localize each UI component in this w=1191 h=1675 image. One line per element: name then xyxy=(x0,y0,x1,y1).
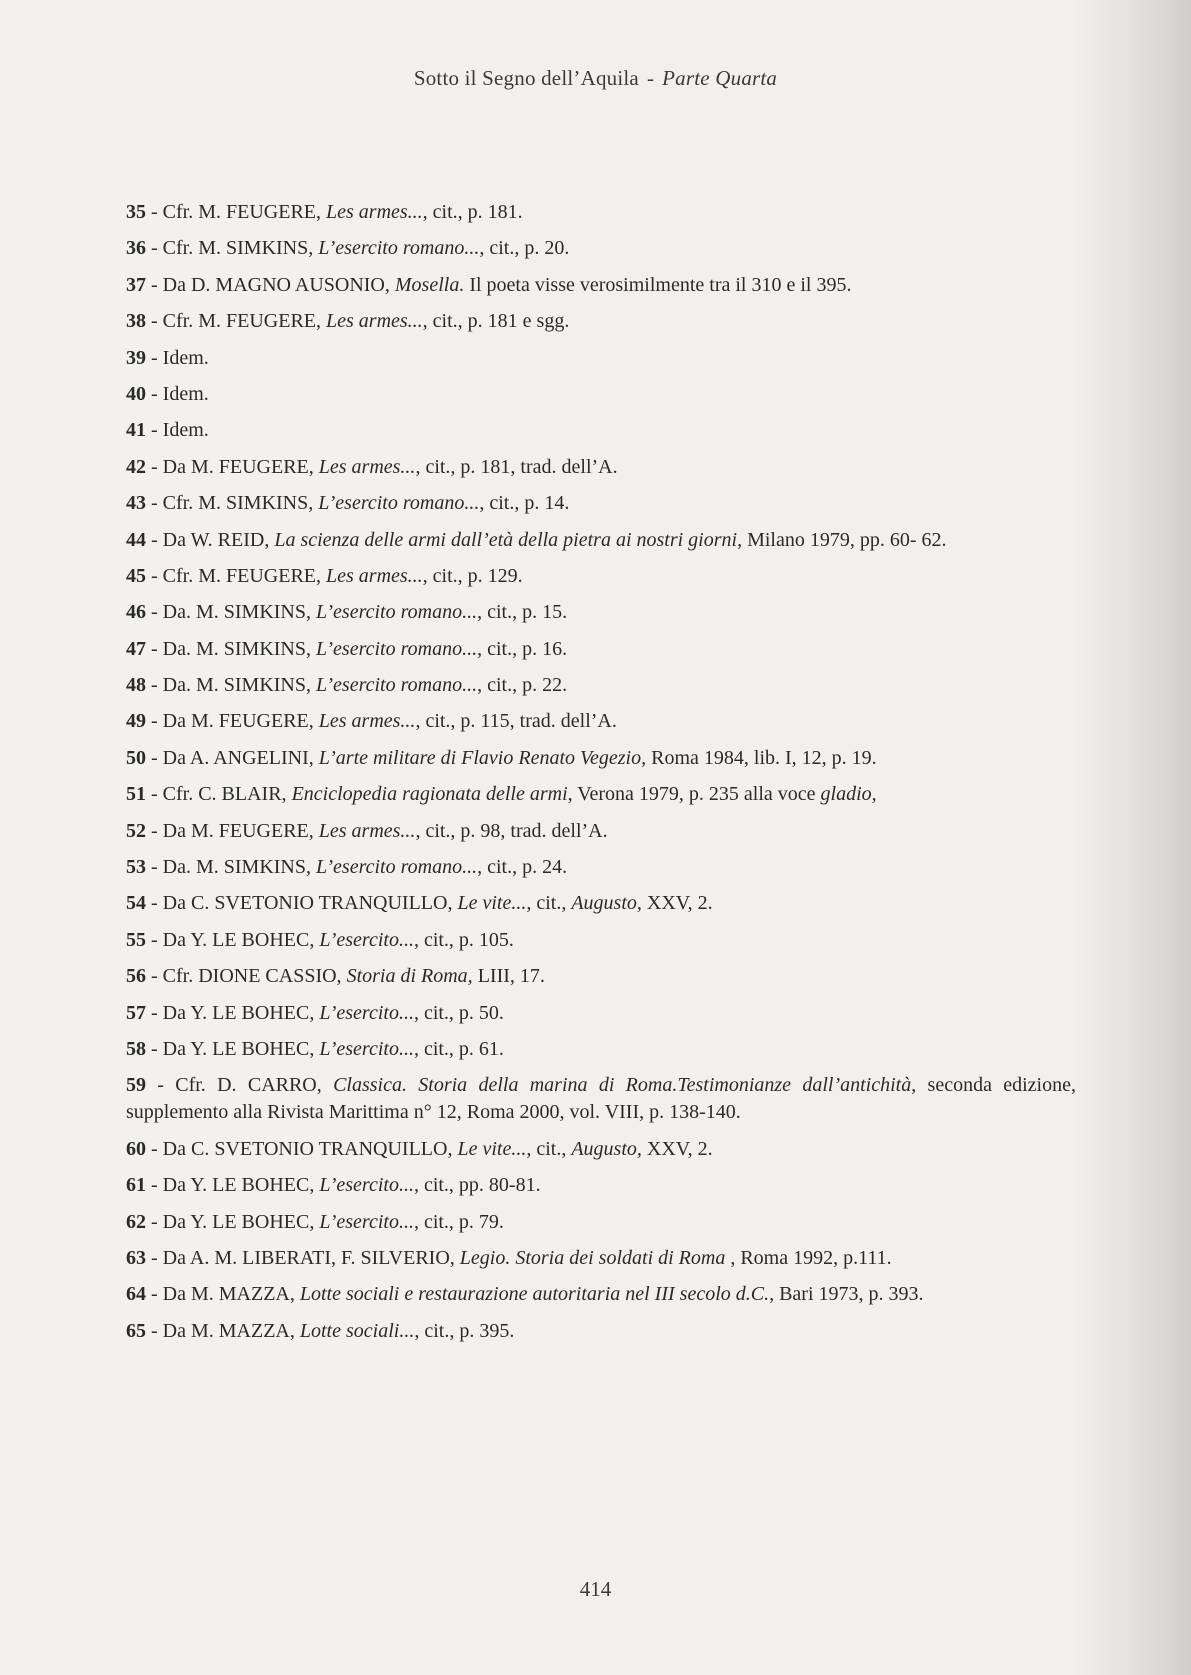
endnote-italic-text: Les armes... xyxy=(318,455,416,478)
endnote-italic-text: L’esercito romano... xyxy=(316,601,478,624)
endnote-italic-text: Les armes... xyxy=(318,819,416,842)
endnote-text: , cit., p. 24. xyxy=(477,856,568,879)
endnote-italic-text: L’esercito... xyxy=(319,1001,414,1024)
endnote-text: , cit., p. 22. xyxy=(477,674,568,697)
endnote-italic-text: Lotte sociali e restaurazione autoritaria nel III secolo d.C. xyxy=(299,1283,770,1306)
header-part: Parte Quarta xyxy=(662,66,778,90)
endnote-41 xyxy=(126,417,1076,444)
endnote-text: , cit., p. 15. xyxy=(477,601,568,624)
endnote-number: 45 xyxy=(126,564,146,587)
endnote-italic-text: Legio. Storia dei soldati di Roma xyxy=(459,1246,726,1269)
endnote-number: 56 xyxy=(126,965,146,988)
endnote-49 xyxy=(126,708,1076,735)
endnote-text: , cit., p. 20. xyxy=(479,237,570,260)
endnote-italic-text: L’esercito romano... xyxy=(316,856,478,879)
endnote-italic-text: L’arte militare di Flavio Renato Vegezio, xyxy=(318,746,647,769)
endnote-text: LIII, 17. xyxy=(472,965,545,988)
endnote-italic-text: L’esercito romano... xyxy=(318,492,480,515)
endnote-text: , cit., p. 181, trad. dell’A. xyxy=(415,455,618,478)
endnote-number: 55 xyxy=(126,928,146,951)
endnote-text: , cit., p. 14. xyxy=(479,492,570,515)
page-number: 414 xyxy=(579,1577,612,1601)
endnote-text: - Da Y. LE BOHEC, xyxy=(146,1210,320,1233)
endnote-number: 59 xyxy=(126,1074,146,1097)
endnote-number: 62 xyxy=(126,1210,146,1233)
endnote-number: 54 xyxy=(126,892,146,915)
endnote-text: - Da M. FEUGERE, xyxy=(146,710,319,733)
endnote-number: 44 xyxy=(126,528,146,551)
endnote-italic-text: Le vite... xyxy=(457,892,527,915)
endnote-text: , cit., xyxy=(526,1137,572,1160)
endnote-text: - Cfr. DIONE CASSIO, xyxy=(146,965,347,988)
endnote-38 xyxy=(126,308,1076,335)
endnote-text: - Cfr. M. SIMKINS, xyxy=(146,492,319,515)
endnote-text: - Cfr. M. FEUGERE, xyxy=(146,201,326,223)
endnote-text: , seconda edizione, supplemento alla Rivista Marittima n° 12, Roma 2000, vol. VIII, p. 138-140. xyxy=(126,1074,1076,1124)
endnote-text: , cit., p. 129. xyxy=(422,564,523,587)
endnote-number: 53 xyxy=(126,856,146,879)
endnote-text: - Da C. SVETONIO TRANQUILLO, xyxy=(146,1137,458,1160)
endnote-text: - Cfr. M. FEUGERE, xyxy=(146,310,326,333)
endnote-text: , cit., pp. 80-81. xyxy=(413,1174,541,1197)
endnote-text: - Da. M. SIMKINS, xyxy=(146,674,316,697)
endnote-text: - Da M. FEUGERE, xyxy=(146,819,319,842)
endnote-56 xyxy=(126,963,1076,990)
running-header xyxy=(0,66,1191,91)
endnote-48 xyxy=(126,672,1076,699)
endnote-text: , Bari 1973, p. 393. xyxy=(769,1283,924,1306)
endnote-39 xyxy=(126,345,1076,372)
endnote-number: 47 xyxy=(126,637,146,660)
endnote-text: XXV, 2. xyxy=(641,1137,713,1160)
endnote-text: , cit., p. 79. xyxy=(413,1210,504,1233)
endnote-text: , Roma 1992, p.111. xyxy=(725,1246,892,1269)
endnote-text: , cit., p. 181. xyxy=(422,201,523,223)
endnote-text: - Da A. ANGELINI, xyxy=(146,746,319,769)
endnote-number: 49 xyxy=(126,710,146,733)
endnote-number: 51 xyxy=(126,783,146,806)
endnote-number: 43 xyxy=(126,492,146,515)
endnote-text: , cit., p. 115, trad. dell’A. xyxy=(415,710,617,733)
endnote-italic-text: L’esercito... xyxy=(319,1037,414,1060)
endnote-text: - Idem. xyxy=(146,419,209,442)
endnote-text: - Da Y. LE BOHEC, xyxy=(146,1001,320,1024)
endnote-text: , cit., p. 395. xyxy=(414,1319,515,1342)
endnote-37 xyxy=(126,272,1076,299)
endnote-italic-text: Les armes... xyxy=(326,310,423,333)
endnote-text: - Da M. MAZZA, xyxy=(146,1319,300,1342)
endnote-italic-text: Mosella. xyxy=(394,273,465,296)
endnote-43 xyxy=(126,490,1076,517)
endnote-text: - Da M. MAZZA, xyxy=(146,1283,300,1306)
endnote-number: 64 xyxy=(126,1283,146,1306)
endnote-number: 46 xyxy=(126,601,146,624)
endnote-50 xyxy=(126,745,1076,772)
endnote-number: 65 xyxy=(126,1319,146,1342)
endnote-47 xyxy=(126,636,1076,663)
endnote-63 xyxy=(126,1245,1076,1272)
endnote-65 xyxy=(126,1318,1076,1345)
endnote-italic-text: Lotte sociali... xyxy=(299,1319,415,1342)
endnote-number: 42 xyxy=(126,455,146,478)
endnote-text: , cit., p. 50. xyxy=(413,1001,504,1024)
endnote-text: , cit., xyxy=(526,892,572,915)
endnote-italic-text: L’esercito romano... xyxy=(318,237,480,260)
endnote-number: 50 xyxy=(126,746,146,769)
endnote-61 xyxy=(126,1172,1076,1199)
endnote-44 xyxy=(126,527,1076,554)
endnote-number: 58 xyxy=(126,1037,146,1060)
endnote-italic-text: Les armes... xyxy=(326,201,423,223)
endnote-number: 63 xyxy=(126,1246,146,1269)
endnote-text: - Cfr. D. CARRO, xyxy=(146,1074,334,1097)
endnote-number: 36 xyxy=(126,237,146,260)
endnote-55 xyxy=(126,927,1076,954)
endnote-text: , cit., p. 105. xyxy=(413,928,514,951)
endnote-text: , cit., p. 16. xyxy=(477,637,568,660)
endnote-text: - Da Y. LE BOHEC, xyxy=(146,1174,320,1197)
endnote-number: 52 xyxy=(126,819,146,842)
endnote-text: - Da A. M. LIBERATI, F. SILVERIO, xyxy=(146,1246,460,1269)
endnote-57 xyxy=(126,1000,1076,1027)
endnote-number: 38 xyxy=(126,310,146,333)
endnote-number: 60 xyxy=(126,1137,146,1160)
endnote-42 xyxy=(126,454,1076,481)
endnote-text: - Da Y. LE BOHEC, xyxy=(146,1037,320,1060)
endnote-text: , cit., p. 61. xyxy=(413,1037,504,1060)
endnote-italic-text: Le vite... xyxy=(457,1137,527,1160)
endnote-italic-text: L’esercito romano... xyxy=(316,637,478,660)
endnote-italic-text: L’esercito romano... xyxy=(316,674,478,697)
endnote-text: XXV, 2. xyxy=(641,892,713,915)
endnote-text: - Idem. xyxy=(146,382,209,405)
endnote-text: - Cfr. M. FEUGERE, xyxy=(146,564,326,587)
endnote-italic-text: Enciclopedia ragionata delle armi xyxy=(291,783,568,806)
endnote-54 xyxy=(126,890,1076,917)
endnote-number: 39 xyxy=(126,346,146,369)
endnote-number: 57 xyxy=(126,1001,146,1024)
endnote-italic-text: Augusto, xyxy=(571,1137,642,1160)
endnote-text: Il poeta visse verosimilmente tra il 310 e il 395. xyxy=(464,273,852,296)
endnote-text: - Da C. SVETONIO TRANQUILLO, xyxy=(146,892,458,915)
endnote-text: - Cfr. C. BLAIR, xyxy=(146,783,292,806)
endnote-62 xyxy=(126,1209,1076,1236)
endnote-number: 37 xyxy=(126,273,146,296)
endnote-text: - Da Y. LE BOHEC, xyxy=(146,928,320,951)
endnote-text: , Verona 1979, p. 235 alla voce xyxy=(567,783,821,806)
endnote-40 xyxy=(126,381,1076,408)
endnote-36 xyxy=(126,235,1076,262)
header-title: Sotto il Segno dell’Aquila xyxy=(413,66,639,90)
endnote-text: - Da W. REID, xyxy=(146,528,275,551)
endnote-italic-text: Augusto, xyxy=(571,892,642,915)
endnote-text: - Da. M. SIMKINS, xyxy=(146,601,316,624)
endnote-60 xyxy=(126,1136,1076,1163)
endnotes-list xyxy=(126,199,1076,1354)
endnote-text: Milano 1979, pp. 60- 62. xyxy=(742,528,947,551)
endnote-text: - Da D. MAGNO AUSONIO, xyxy=(146,273,395,296)
endnote-number: 35 xyxy=(126,201,146,223)
endnote-51 xyxy=(126,781,1076,808)
endnote-59 xyxy=(126,1072,1076,1126)
endnote-58 xyxy=(126,1036,1076,1063)
endnote-text: , cit., p. 98, trad. dell’A. xyxy=(415,819,608,842)
endnote-35 xyxy=(126,199,1076,226)
endnote-text: - Idem. xyxy=(146,346,209,369)
endnote-italic-text: L’esercito... xyxy=(319,1210,414,1233)
endnote-italic-text: L’esercito... xyxy=(319,1174,414,1197)
endnote-text: - Cfr. M. SIMKINS, xyxy=(146,237,319,260)
endnote-52 xyxy=(126,818,1076,845)
endnote-italic-text: Les armes... xyxy=(326,564,423,587)
endnote-italic-text: Les armes... xyxy=(318,710,416,733)
endnote-italic-text: L’esercito... xyxy=(319,928,414,951)
endnote-46 xyxy=(126,599,1076,626)
endnote-italic-text: gladio, xyxy=(820,783,877,806)
endnote-text: Roma 1984, lib. I, 12, p. 19. xyxy=(646,746,877,769)
endnote-53 xyxy=(126,854,1076,881)
endnote-text: , cit., p. 181 e sgg. xyxy=(422,310,570,333)
endnote-number: 40 xyxy=(126,382,146,405)
header-separator: - xyxy=(646,66,655,90)
endnote-number: 48 xyxy=(126,674,146,697)
endnote-text: - Da. M. SIMKINS, xyxy=(146,856,316,879)
endnote-italic-text: Classica. Storia della marina di Roma.Testimonianze dall’antichità xyxy=(333,1074,912,1097)
endnote-number: 41 xyxy=(126,419,146,442)
endnote-45 xyxy=(126,563,1076,590)
endnote-number: 61 xyxy=(126,1174,146,1197)
endnote-64 xyxy=(126,1281,1076,1308)
endnote-italic-text: La scienza delle armi dall’età della pietra ai nostri giorni, xyxy=(274,528,743,551)
endnote-italic-text: Storia di Roma, xyxy=(346,965,473,988)
endnote-text: - Da M. FEUGERE, xyxy=(146,455,319,478)
endnote-text: - Da. M. SIMKINS, xyxy=(146,637,316,660)
